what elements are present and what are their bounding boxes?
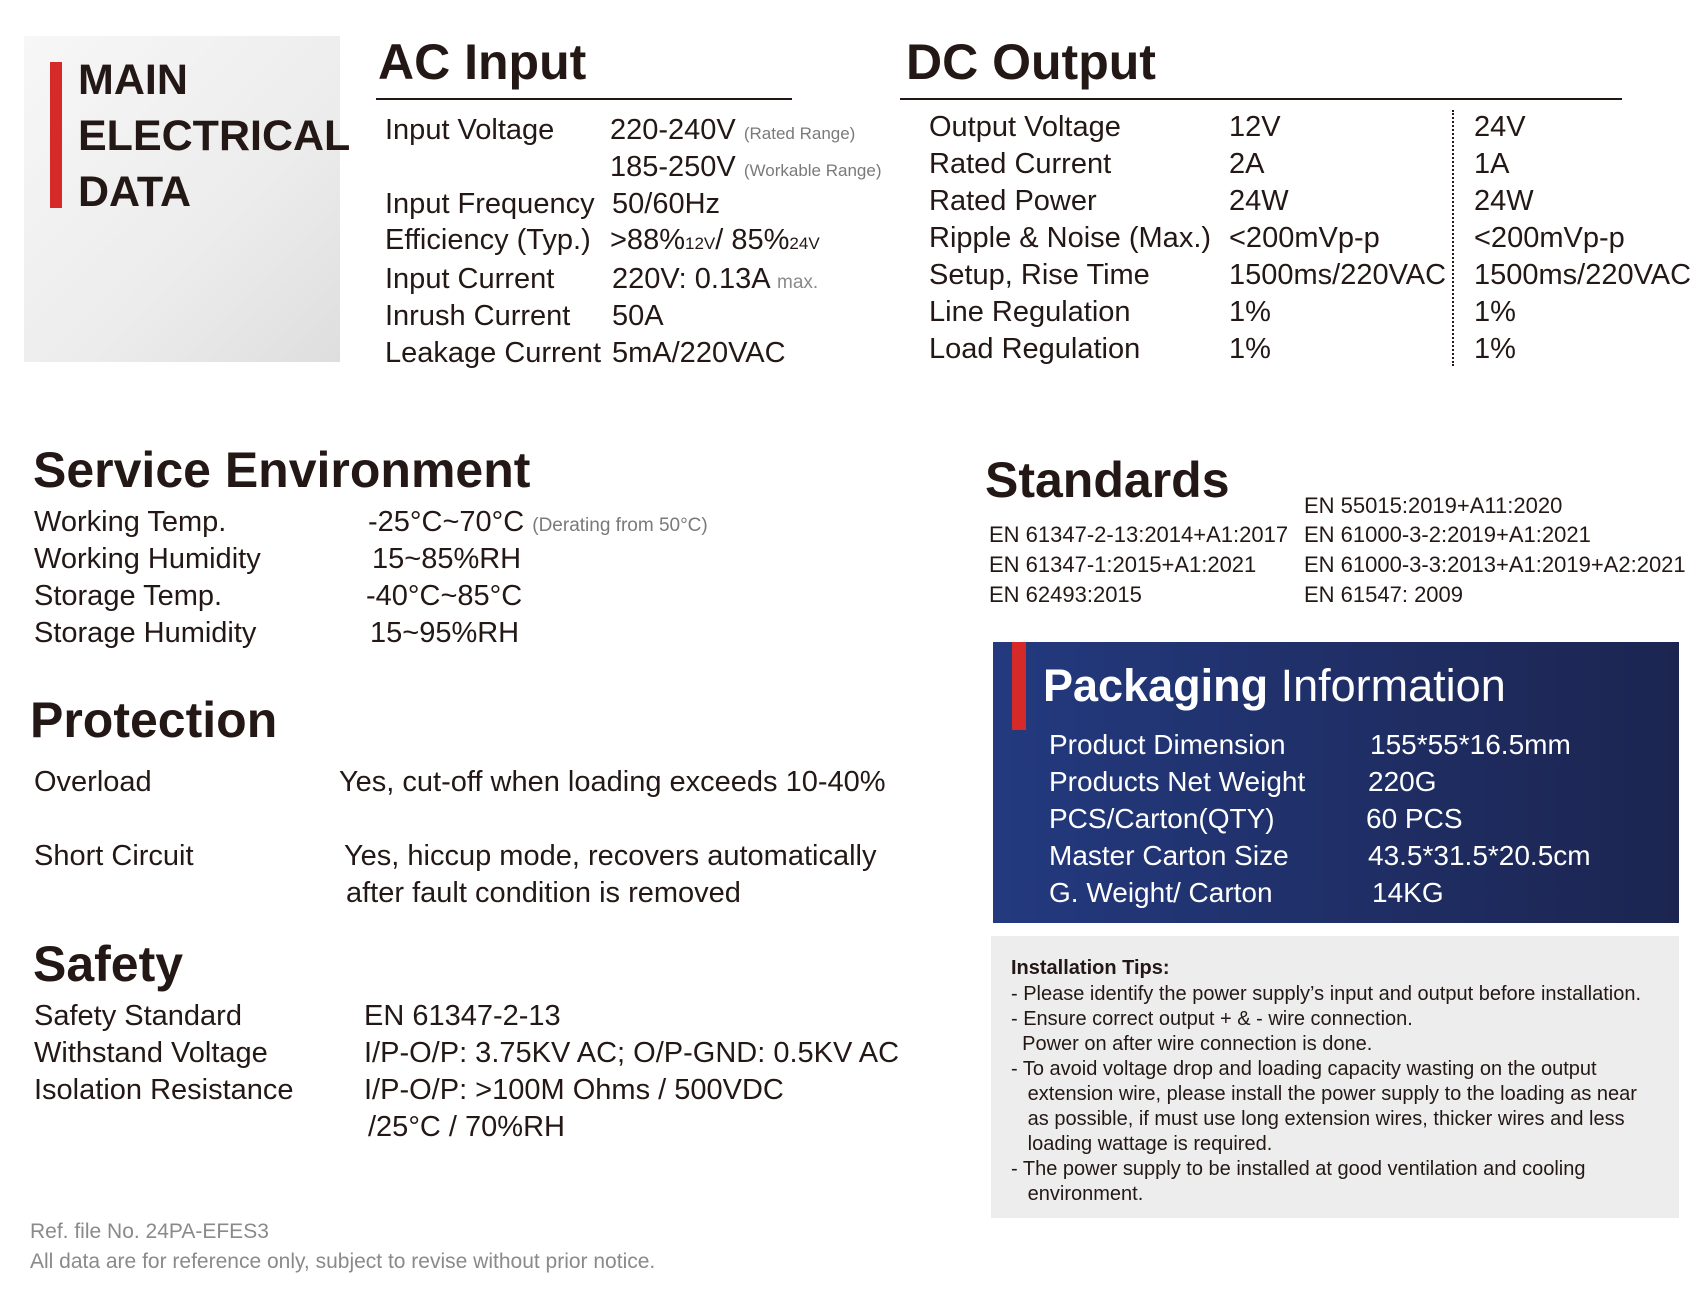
service-value-working-temp: -25°C~70°C (Derating from 50°C) xyxy=(368,506,708,538)
standard-item: EN 55015:2019+A11:2020 xyxy=(1304,493,1563,518)
ac-value-leakage-current: 5mA/220VAC xyxy=(612,337,786,369)
ac-value-input-frequency: 50/60Hz xyxy=(612,188,721,220)
ac-value-workable-voltage: 185-250V (Workable Range) xyxy=(610,151,882,183)
tip-line: - The power supply to be installed at good ventilation and cooling xyxy=(1011,1158,1586,1180)
ac-label-efficiency: Efficiency (Typ.) xyxy=(385,224,591,256)
packaging-value-net-weight: 220G xyxy=(1368,766,1437,797)
protection-value-short-circuit-cont: after fault condition is removed xyxy=(346,877,741,909)
safety-label-isolation-resistance: Isolation Resistance xyxy=(34,1074,294,1106)
ac-value-inrush-current: 50A xyxy=(612,300,664,332)
ac-value-input-voltage: 220-240V (Rated Range) xyxy=(610,114,856,146)
packaging-heading: Packaging Information xyxy=(1043,660,1506,711)
ac-value-input-current: 220V: 0.13A max. xyxy=(612,263,819,295)
main-title: MAIN ELECTRICAL DATA xyxy=(78,56,351,216)
service-heading: Service Environment xyxy=(33,442,531,498)
tip-line: extension wire, please install the power supply to the loading as near xyxy=(1011,1083,1637,1105)
safety-value-standard: EN 61347-2-13 xyxy=(364,1000,561,1032)
standard-item: EN 61000-3-2:2019+A1:2021 xyxy=(1304,522,1591,547)
ac-label-leakage-current: Leakage Current xyxy=(385,337,602,369)
dc-value-12v: 12V xyxy=(1229,111,1281,143)
tip-line: as possible, if must use long extension wires, thicker wires and less xyxy=(1011,1108,1625,1130)
dc-value-12v: 24W xyxy=(1229,185,1289,217)
ac-input-rule xyxy=(376,98,792,100)
safety-value-isolation-resistance: I/P-O/P: >100M Ohms / 500VDC xyxy=(364,1074,784,1106)
service-label-working-humidity: Working Humidity xyxy=(34,543,261,575)
dc-label-load-regulation: Load Regulation xyxy=(929,333,1141,365)
dc-output-rule xyxy=(900,98,1622,100)
dc-value-12v: <200mVp-p xyxy=(1229,222,1380,254)
standard-item: EN 61347-2-13:2014+A1:2017 xyxy=(989,522,1289,547)
packaging-label-pcs-carton: PCS/Carton(QTY) xyxy=(1049,803,1275,834)
service-label-working-temp: Working Temp. xyxy=(34,506,227,538)
ac-label-input-current: Input Current xyxy=(385,263,555,295)
service-label-storage-humidity: Storage Humidity xyxy=(34,617,257,649)
standards-heading: Standards xyxy=(985,452,1230,508)
tip-line: - Ensure correct output + & - wire connection. xyxy=(1011,1008,1413,1030)
standard-item: EN 61347-1:2015+A1:2021 xyxy=(989,552,1257,577)
safety-heading: Safety xyxy=(33,936,184,992)
safety-label-withstand-voltage: Withstand Voltage xyxy=(34,1037,268,1069)
packaging-label-net-weight: Products Net Weight xyxy=(1049,766,1306,797)
dc-label-rated-power: Rated Power xyxy=(929,185,1097,217)
dc-value-24v: <200mVp-p xyxy=(1474,222,1625,254)
dc-value-12v: 1% xyxy=(1229,296,1271,328)
protection-value-short-circuit: Yes, hiccup mode, recovers automatically xyxy=(344,840,877,872)
service-value-storage-temp: -40°C~85°C xyxy=(366,580,523,612)
service-value-working-humidity: 15~85%RH xyxy=(372,543,522,575)
dc-label-output-voltage: Output Voltage xyxy=(929,111,1121,143)
ac-label-input-frequency: Input Frequency xyxy=(385,188,595,220)
tip-line: Power on after wire connection is done. xyxy=(1011,1033,1373,1055)
packaging-value-master-carton-size: 43.5*31.5*20.5cm xyxy=(1368,840,1591,871)
dc-value-12v: 1% xyxy=(1229,333,1271,365)
dc-value-24v: 1500ms/220VAC xyxy=(1474,259,1692,291)
dc-label-rated-current: Rated Current xyxy=(929,148,1112,180)
tip-line: loading wattage is required. xyxy=(1011,1133,1273,1155)
dc-label-setup-rise-time: Setup, Rise Time xyxy=(929,259,1150,291)
dc-value-24v: 1% xyxy=(1474,333,1516,365)
dc-value-24v: 24V xyxy=(1474,111,1526,143)
packaging-label-master-carton-size: Master Carton Size xyxy=(1049,840,1289,871)
dc-value-24v: 1% xyxy=(1474,296,1516,328)
packaging-label-gross-weight: G. Weight/ Carton xyxy=(1049,877,1273,908)
dc-label-line-regulation: Line Regulation xyxy=(929,296,1131,328)
safety-value-isolation-resistance-cont: /25°C / 70%RH xyxy=(368,1111,565,1143)
protection-value-overload: Yes, cut-off when loading exceeds 10-40% xyxy=(339,766,886,798)
standard-item: EN 61547: 2009 xyxy=(1304,582,1464,607)
ac-value-efficiency: >88%12V/ 85%24V xyxy=(610,224,820,256)
ac-label-inrush-current: Inrush Current xyxy=(385,300,571,332)
footer-ref: Ref. file No. 24PA-EFES3 xyxy=(30,1220,269,1243)
tip-line: environment. xyxy=(1011,1183,1144,1205)
packaging-value-pcs-carton: 60 PCS xyxy=(1366,803,1463,834)
packaging-accent-bar xyxy=(1012,642,1026,730)
tip-line: - To avoid voltage drop and loading capacity wasting on the output xyxy=(1011,1058,1597,1080)
packaging-label-product-dimension: Product Dimension xyxy=(1049,729,1286,760)
footer-notice: All data are for reference only, subject to revise without prior notice. xyxy=(30,1250,656,1273)
dc-label-ripple-noise: Ripple & Noise (Max.) xyxy=(929,222,1212,254)
ac-input-heading: AC Input xyxy=(378,34,587,90)
ac-label-input-voltage: Input Voltage xyxy=(385,114,555,146)
protection-heading: Protection xyxy=(30,692,278,748)
dc-column-separator xyxy=(1452,110,1454,366)
safety-label-standard: Safety Standard xyxy=(34,1000,242,1032)
dc-output-heading: DC Output xyxy=(906,34,1156,90)
packaging-value-gross-weight: 14KG xyxy=(1372,877,1444,908)
service-label-storage-temp: Storage Temp. xyxy=(34,580,223,612)
dc-value-24v: 24W xyxy=(1474,185,1534,217)
service-value-storage-humidity: 15~95%RH xyxy=(370,617,520,649)
dc-value-24v: 1A xyxy=(1474,148,1510,180)
packaging-value-product-dimension: 155*55*16.5mm xyxy=(1370,729,1571,760)
dc-value-12v: 1500ms/220VAC xyxy=(1229,259,1447,291)
standard-item: EN 61000-3-3:2013+A1:2019+A2:2021 xyxy=(1304,552,1686,577)
accent-bar xyxy=(50,62,62,208)
protection-label-overload: Overload xyxy=(34,766,152,798)
tip-line: - Please identify the power supply’s input and output before installation. xyxy=(1011,983,1642,1005)
dc-value-12v: 2A xyxy=(1229,148,1265,180)
protection-label-short-circuit: Short Circuit xyxy=(34,840,194,872)
installation-tips-heading: Installation Tips: xyxy=(1011,957,1170,979)
standard-item: EN 62493:2015 xyxy=(989,582,1142,607)
safety-value-withstand-voltage: I/P-O/P: 3.75KV AC; O/P-GND: 0.5KV AC xyxy=(364,1037,900,1069)
